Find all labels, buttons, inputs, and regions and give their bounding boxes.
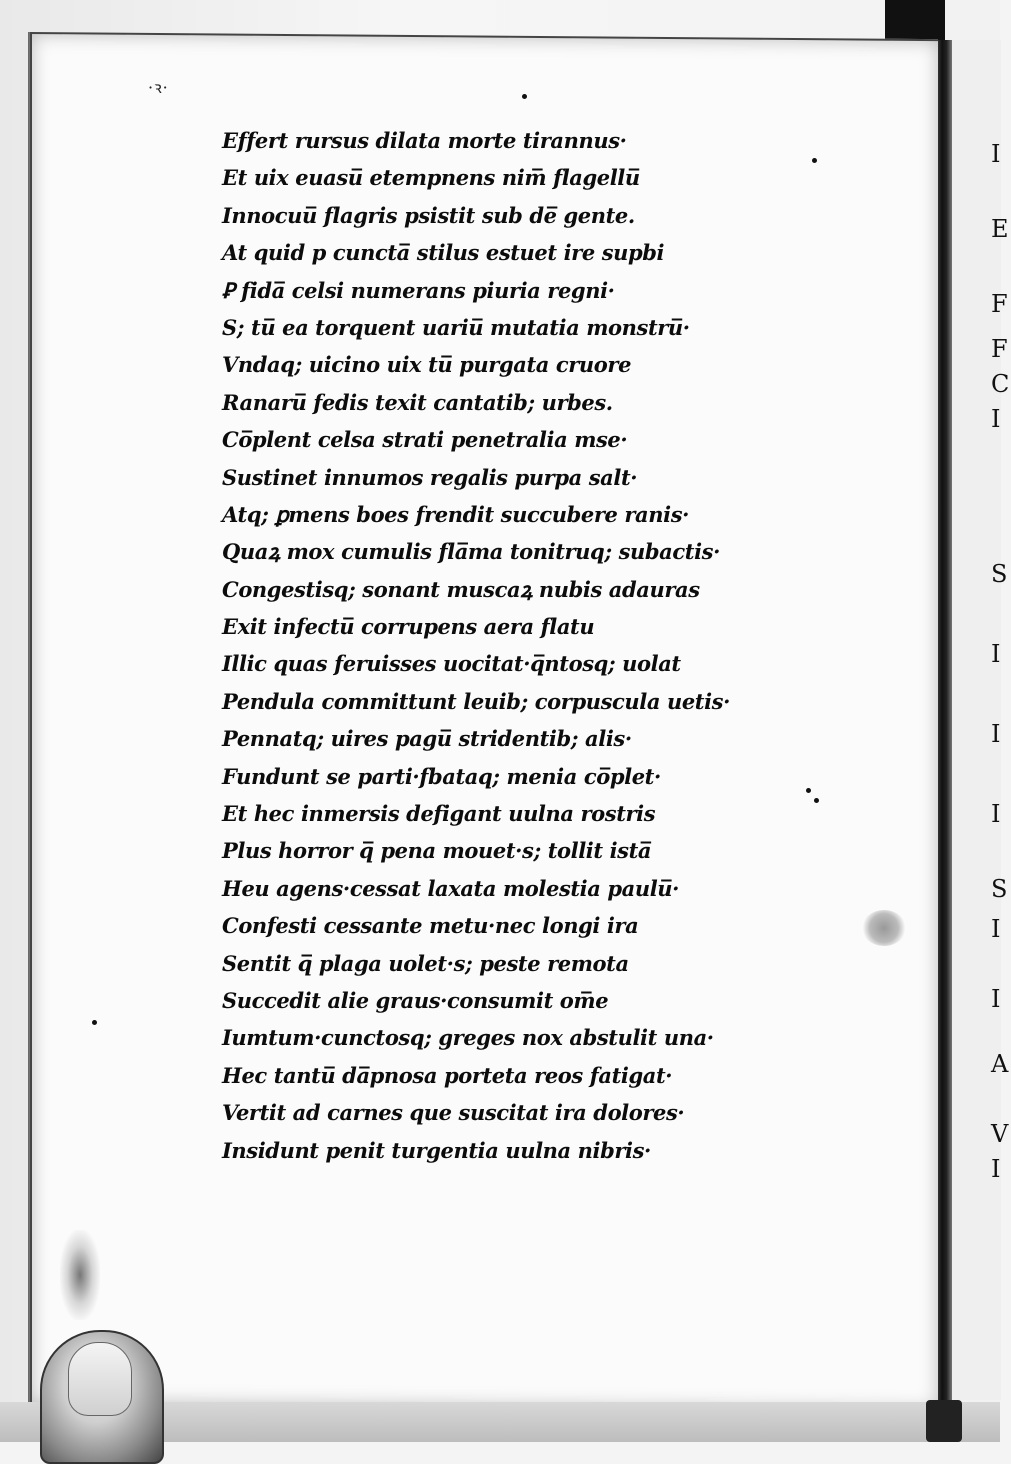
facing-initial: I	[991, 1155, 1001, 1183]
facing-initial: S	[991, 875, 1008, 903]
verse-line: Fundunt se parti·fbataq; menia co̅plet·	[222, 763, 661, 789]
verse-line: Et uix euasu̅ etempnens nim̅ flagellu̅	[222, 165, 640, 191]
verse-line: Effert rursus dilata morte tirannus·	[222, 128, 627, 153]
verse-line: Sustinet innumos regalis purpa salt·	[222, 464, 638, 490]
verse-line: Hec tantu̅ da̅pnosa porteta reos fatigat·	[222, 1062, 673, 1088]
ink-speck	[806, 788, 811, 793]
verse-line: Insidunt penit turgentia uulna nibris·	[222, 1137, 651, 1163]
facing-initial: I	[991, 800, 1001, 828]
facing-initial: C	[991, 370, 1010, 398]
ink-speck	[814, 798, 819, 803]
facing-initial: E	[991, 215, 1009, 243]
verse-block	[222, 122, 842, 1169]
facing-initial: S	[991, 560, 1008, 588]
binding-clip	[926, 1400, 962, 1442]
verse-line: Iumtum·cunctosq; greges nox abstulit una·	[222, 1025, 714, 1051]
facing-initial: I	[991, 985, 1001, 1013]
verse-line: Vndaq; uicino uix tu̅ purgata cruore	[222, 352, 632, 378]
facing-initial: A	[991, 1050, 1009, 1078]
ink-speck	[522, 94, 527, 99]
verse-line: S; tu̅ ea torquent uariu̅ mutatia monstru̅·	[222, 314, 690, 340]
verse-line: Plus horror q̅ pena mouet·s; tollit ista̅	[222, 838, 652, 864]
verse-line: At quid p cuncta̅ stilus estuet ire supbi	[222, 240, 665, 266]
verse-line: Co̅plent celsa strati penetralia mse·	[222, 427, 628, 453]
verse-line: Atq; ꝑmens boes frendit succubere ranis·	[222, 501, 690, 527]
verse-line: Ꝑ fida̅ celsi numerans piuria regni·	[222, 277, 615, 303]
verse-line: Heu agens·cessat laxata molestia paulu̅·	[222, 875, 680, 901]
facing-initial: I	[991, 140, 1001, 168]
verse-line: Et hec inmersis defigant uulna rostris	[222, 801, 656, 827]
facing-initial: F	[991, 290, 1008, 318]
page-corner-wear	[60, 1230, 100, 1320]
facing-initial: I	[991, 640, 1001, 668]
facing-initial: I	[991, 720, 1001, 748]
facing-initial: V	[991, 1120, 1009, 1148]
verse-line: Sentit q̅ plaga uolet·s; peste remota	[222, 950, 629, 976]
facing-initial: I	[991, 915, 1001, 943]
facing-initial: I	[991, 405, 1001, 433]
ink-stain	[862, 910, 906, 946]
verse-line: Confesti cessante metu·nec longi ira	[222, 913, 639, 939]
verse-line: Pennatq; uires pagu̅ stridentib; alis·	[222, 726, 632, 752]
verse-line: Succedit alie graus·consumit om̅e	[222, 987, 609, 1013]
verse-line: Quaꝝ mox cumulis fla̅ma tonitruq; subactis·	[222, 539, 720, 565]
verse-line: Ranaru̅ fedis texit cantatib; urbes.	[222, 389, 613, 415]
facing-page	[944, 40, 1010, 1400]
facing-initial: F	[991, 335, 1008, 363]
ink-speck	[812, 158, 817, 163]
verse-line: Vertit ad carnes que suscitat ira dolores·	[222, 1100, 685, 1126]
verse-line: Congestisq; sonant muscaꝝ nubis adauras	[222, 576, 700, 602]
verse-line: Innocuu̅ flagris psistit sub de̅ gente.	[222, 202, 635, 228]
verse-line: Pendula committunt leuib; corpuscula uetis·	[222, 688, 731, 714]
verse-line: Exit infectu̅ corrupens aera flatu	[222, 614, 595, 640]
ink-speck	[92, 1020, 97, 1025]
thumb-nail	[68, 1342, 132, 1416]
verse-line: Illic quas feruisses uocitat·q̅ntosq; uolat	[222, 651, 681, 677]
marginal-note: ·ꝛ·	[148, 78, 169, 97]
